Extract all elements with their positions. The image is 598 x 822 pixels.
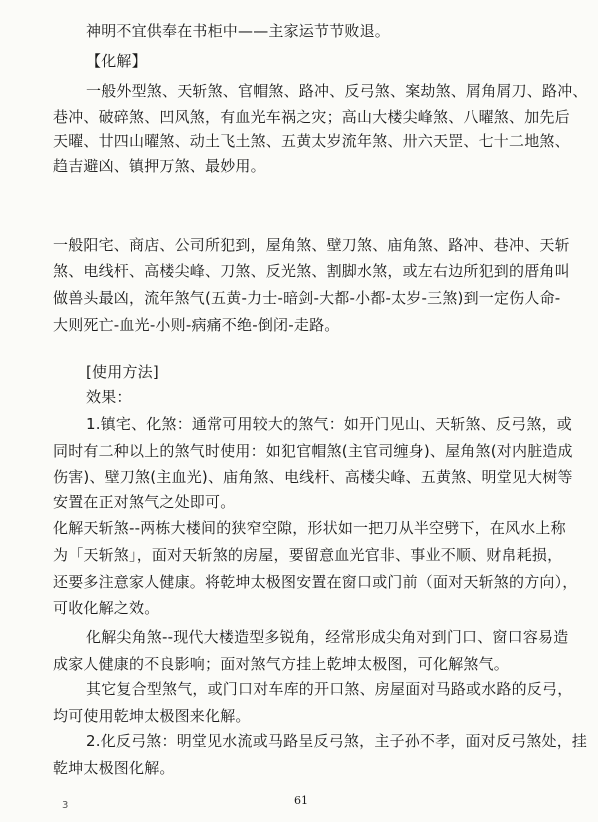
text-line: 天曜、廿四山曜煞、动土飞土煞、五黄太岁流年煞、卅六天罡、七十二地煞、 [53,132,570,150]
text-line: 一般外型煞、天斩煞、官帽煞、路冲、反弓煞、案劫煞、屑角屑刀、路冲、 [86,82,588,100]
text-line: 神明不宜供奉在书柜中——主家运节节败退。 [86,22,391,40]
text-line: 伤害)、壁刀煞(主血光)、庙角煞、电线杆、高楼尖峰、五黄煞、明堂见大树等 [53,468,573,486]
text-line: 均可使用乾坤太极图来化解。 [53,707,251,725]
text-line: 煞、电线杆、高楼尖峰、刀煞、反光煞、割脚水煞，或左右边所犯到的厝角叫 [53,262,570,280]
text-line: 做兽头最凶，流年煞气(五黄-力士-暗剑-大都-小都-太岁-三煞)到一定伤人命- [53,289,561,307]
text-line: 大则死亡-血光-小则-病痛不绝-倒闭-走路。 [53,316,340,334]
corner-mark: 3 [62,800,69,811]
text-line: 巷冲、破碎煞、凹风煞，有血光车祸之灾；高山大楼尖峰煞、八曜煞、加先后 [53,108,570,126]
text-line: 成家人健康的不良影响；面对煞气方挂上乾坤太极图，可化解煞气。 [53,655,510,673]
text-line: 还要多注意家人健康。将乾坤太极图安置在窗口或门前（面对天斩煞的方向）， [53,573,578,591]
subheading: 效果： [86,388,132,406]
text-line: 其它复合型煞气，或门口对车库的开口煞、房屋面对马路或水路的反弓， [86,680,573,698]
text-line: 可收化解之效。 [53,599,160,617]
text-line: 乾坤太极图化解。 [53,759,175,777]
text-line: 趋吉避凶、镇押万煞、最妙用。 [53,157,266,175]
text-line: 一般阳宅、商店、公司所犯到，屋角煞、壁刀煞、庙角煞、路冲、巷冲、天斩 [53,236,570,254]
text-line: 同时有二种以上的煞气时使用：如犯官帽煞(主官司缠身)、屋角煞(对内脏造成 [53,442,573,460]
text-line: 1.镇宅、化煞：通常可用较大的煞气：如开门见山、天斩煞、反弓煞，或 [86,415,572,433]
text-line: 化解尖角煞--现代大楼造型多锐角，经常形成尖角对到门口、窗口容易造 [86,628,569,646]
text-line: 化解天斩煞--两栋大楼间的狭窄空隙，形状如一把刀从半空劈下，在风水上称 [53,519,566,537]
page-number: 61 [294,794,308,807]
section-heading: 【化解】 [86,52,147,70]
text-line: 为「天斩煞」，面对天斩煞的房屋，要留意血光官非、事业不顺、财帛耗损， [53,546,563,564]
section-heading: [使用方法] [86,363,159,381]
text-line: 2.化反弓煞：明堂见水流或马路呈反弓煞，主子孙不孝，面对反弓煞处，挂 [86,732,588,750]
text-line: 安置在正对煞气之处即可。 [53,493,236,511]
